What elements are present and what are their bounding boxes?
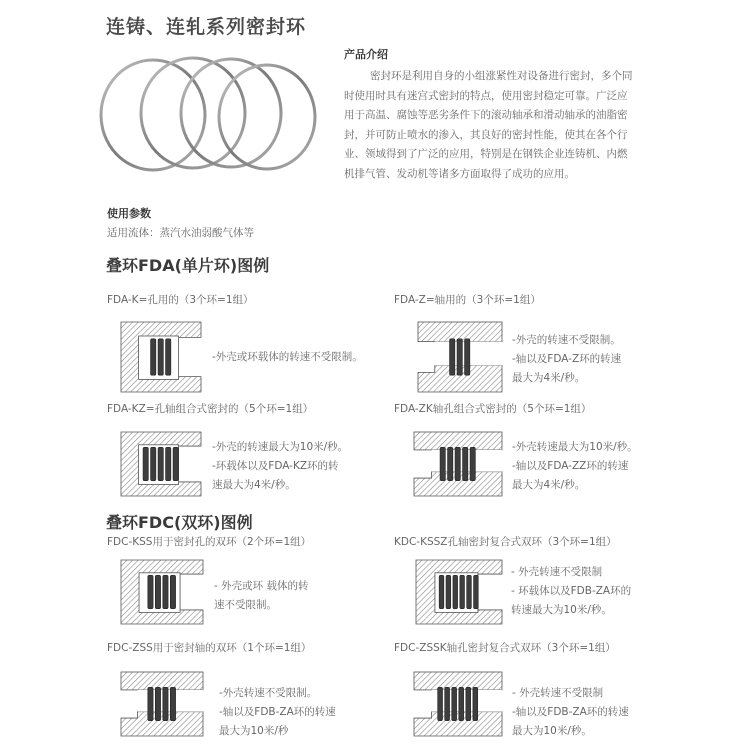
seal-ring	[151, 339, 156, 375]
intro-line: 封，并可防止喷水的渗入，其良好的密封性能，使其在各个行	[344, 128, 628, 141]
seal-ring	[155, 687, 160, 720]
seal-diagram	[121, 432, 201, 496]
fda-zk-notes	[512, 438, 638, 495]
seal-cross-section	[414, 672, 502, 736]
seal-ring	[466, 687, 471, 720]
seal-ring	[445, 687, 450, 720]
intro-line: 用于高温、腐蚀等恶劣条件下的滚动轴承和滑动轴承的油脂密	[344, 109, 628, 121]
seal-ring	[460, 575, 465, 608]
seal-cross-section	[416, 560, 502, 624]
seal-ring	[459, 687, 464, 720]
note-line: 最大为10米/秒	[219, 725, 289, 737]
seal-ring	[450, 339, 455, 375]
note-line: 转速最大为10米/秒。	[511, 604, 612, 616]
kdc-kssz-notes	[511, 563, 631, 620]
note-line: - 外壳转速不受限制	[512, 687, 604, 699]
seal-cross-section	[121, 672, 203, 736]
fdc-zssk-label: FDC-ZSSK轴孔密封复合式双环（3个环=1组）	[394, 642, 616, 654]
seal-diagram	[414, 672, 502, 736]
intro-line: 机排气管、发动机等诸多方面取得了成功的应用。	[344, 167, 575, 180]
seal-ring	[151, 447, 156, 480]
seal-ring	[155, 575, 160, 608]
note-line: - 外壳转速不受限制	[511, 566, 603, 578]
seal-ring	[158, 447, 163, 480]
seal-ring	[457, 339, 462, 375]
seal-ring	[143, 447, 148, 480]
fdc-zss-label: FDC-ZSS用于密封轴的双环（1个环=1组）	[107, 642, 312, 654]
fda-zk-label: FDA-ZK轴孔组合式密封的（5个环=1组）	[394, 403, 592, 415]
kdc-kssz-label: KDC-KSSZ孔轴密封复合式双环（3个环=1组）	[394, 536, 617, 548]
seal-rings-photo	[95, 55, 320, 175]
page-title: 连铸、连轧系列密封环	[106, 16, 307, 38]
note-line: -外壳转速不受限制。	[219, 687, 318, 699]
seal-ring	[455, 447, 460, 480]
note-line: - 外壳或环 载体的转	[214, 580, 309, 592]
seal-ring	[448, 447, 453, 480]
fdc-kss-label: FDC-KSS用于密封孔的双环（2个环=1组）	[107, 536, 312, 548]
seal-diagram	[121, 560, 203, 624]
note-line: -轴以及FDB-ZA环的转速	[219, 706, 336, 718]
housing-top	[414, 672, 502, 690]
fda-z-label: FDA-Z=轴用的（3个环=1组）	[394, 294, 541, 306]
intro-line: 业、领域得到了广泛的应用，特别是在钢铁企业连铸机、内燃	[344, 148, 628, 160]
note-line: - 环载体以及FDB-ZA环的	[511, 585, 632, 597]
seal-ring	[148, 575, 153, 608]
seal-diagram	[414, 432, 502, 496]
seal-ring	[438, 687, 443, 720]
seal-ring	[470, 447, 475, 480]
seal-diagram	[121, 672, 203, 736]
seal-ring	[463, 447, 468, 480]
note-line: -外壳的转速最大为10米/秒。	[212, 441, 349, 453]
seal-diagram	[418, 322, 502, 392]
intro-paragraph	[344, 67, 674, 184]
seal-ring	[166, 339, 171, 375]
intro-line: 密封环是利用自身的小组涨紧性对设备进行密封，多个同	[370, 70, 633, 82]
seal-ring	[170, 575, 175, 608]
note-line: -轴以及FDA-Z环的转速	[512, 353, 622, 365]
seal-ring	[158, 339, 163, 375]
seal-diagram	[121, 322, 201, 392]
seal-ring	[163, 687, 168, 720]
seal-ring	[467, 575, 472, 608]
seal-ring	[439, 575, 444, 608]
seal-diagram	[416, 560, 502, 624]
seal-ring	[163, 575, 168, 608]
seal-cross-section	[121, 432, 201, 496]
note-line: 最大为4米/秒。	[512, 372, 586, 384]
seal-ring	[148, 687, 153, 720]
note-line: 速最大为4米/秒。	[212, 479, 296, 491]
seal-cross-section	[414, 432, 502, 496]
ring-4	[219, 65, 315, 169]
housing-top	[121, 672, 203, 690]
params-heading: 使用参数	[107, 207, 151, 220]
fda-kz-label: FDA-KZ=孔轴组合式密封的（5个环=1组）	[107, 403, 314, 415]
fdc-kss-notes	[214, 577, 308, 615]
shaft	[414, 712, 502, 736]
section-fda-heading: 叠环FDA(单片环)图例	[106, 256, 270, 275]
seal-ring	[473, 687, 478, 720]
intro-heading: 产品介绍	[344, 48, 388, 61]
note-line: -外壳或环载体的转速不受限制。	[212, 351, 363, 363]
seal-ring	[452, 687, 457, 720]
note-line: -外壳的转速不受限制。	[512, 334, 621, 346]
note-line: 速不受限制。	[214, 599, 277, 611]
note-line: -轴以及FDB-ZA环的转速	[512, 706, 629, 718]
seal-ring	[465, 339, 470, 375]
seal-cross-section	[121, 560, 203, 624]
note-line: -外壳转速最大为10米/秒。	[512, 441, 638, 453]
seal-ring	[474, 575, 479, 608]
section-fdc-heading: 叠环FDC(双环)图例	[106, 513, 253, 532]
note-line: -轴以及FDA-ZZ环的转速	[512, 460, 629, 472]
seal-ring	[446, 575, 451, 608]
seal-cross-section	[418, 322, 502, 392]
fda-k-label: FDA-K=孔用的（3个环=1组）	[107, 294, 254, 306]
params-fluid: 适用流体：蒸汽水油弱酸气体等	[107, 227, 254, 239]
seal-ring	[453, 575, 458, 608]
seal-ring	[440, 447, 445, 480]
seal-ring	[170, 687, 175, 720]
intro-line: 时使用时具有迷宫式密封的特点，使用密封稳定可靠。广泛应	[344, 89, 628, 102]
fda-k-notes	[212, 348, 363, 367]
fdc-zssk-notes	[512, 684, 629, 741]
note-line: -环载体以及FDA-KZ环的转	[212, 460, 339, 472]
note-line: 最大为4米/秒。	[512, 479, 586, 491]
seal-cross-section	[121, 322, 201, 392]
fda-kz-notes	[212, 438, 348, 495]
shaft	[121, 712, 203, 736]
fda-z-notes	[512, 331, 621, 388]
fdc-zss-notes	[219, 684, 336, 741]
seal-ring	[166, 447, 171, 480]
seal-ring	[173, 447, 178, 480]
note-line: 最大为10米/秒。	[512, 725, 592, 737]
